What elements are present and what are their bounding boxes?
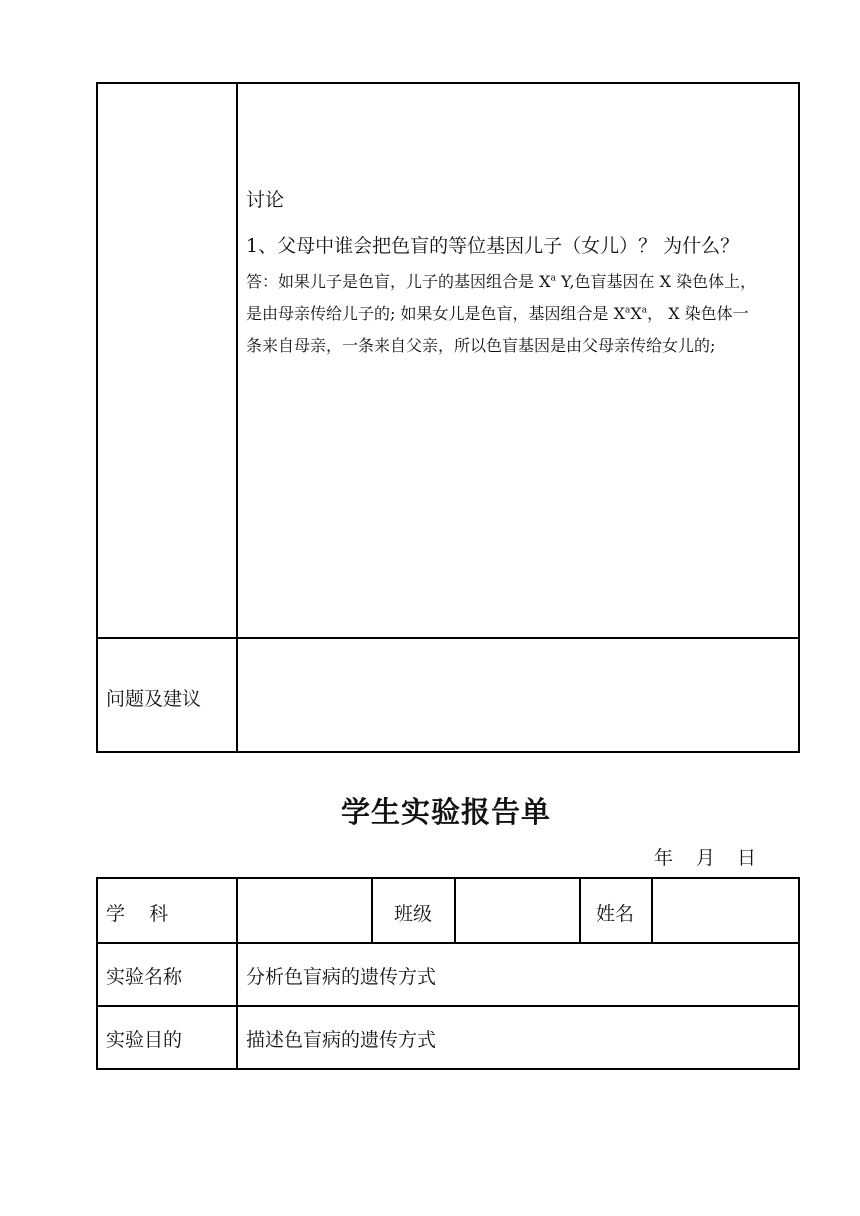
discussion-question: 1、父母中谁会把色盲的等位基因儿子（女儿）？ 为什么？ bbox=[246, 235, 740, 257]
report-table bbox=[96, 877, 800, 1070]
report-table-label-divider bbox=[236, 877, 238, 1070]
report-table-divider-class bbox=[371, 877, 373, 943]
experiment-goal-label: 实验目的 bbox=[106, 1029, 183, 1051]
discussion-answer-line-1: 答：如果儿子是色盲，儿子的基因组合是 $X^a$ Y,色盲基因在 X 染色体上， bbox=[246, 272, 757, 291]
name-label: 姓名 bbox=[596, 903, 635, 925]
report-table-divider-class-value bbox=[454, 877, 456, 943]
report-table-divider-name bbox=[579, 877, 581, 943]
discussion-table bbox=[96, 82, 800, 753]
report-title: 学生实验报告单 bbox=[341, 795, 552, 829]
experiment-name-value: 分析色盲病的遗传方式 bbox=[246, 966, 437, 988]
experiment-name-label: 实验名称 bbox=[106, 966, 183, 988]
discussion-answer-line-3: 条来自母亲，一条来自父亲，所以色盲基因是由父母亲传给女儿的; bbox=[246, 336, 716, 355]
date-month: 月 bbox=[696, 847, 716, 869]
report-table-divider-name-value bbox=[651, 877, 653, 943]
discussion-table-row-divider bbox=[96, 637, 800, 639]
date-year: 年 bbox=[654, 847, 674, 869]
report-table-row-divider-2 bbox=[96, 1005, 800, 1007]
discussion-heading: 讨论 bbox=[246, 189, 285, 211]
questions-suggestions-label: 问题及建议 bbox=[106, 688, 202, 710]
subject-label: 学 科 bbox=[106, 903, 169, 925]
class-label: 班级 bbox=[394, 903, 433, 925]
date-day: 日 bbox=[737, 847, 757, 869]
report-table-row-divider-1 bbox=[96, 942, 800, 944]
experiment-goal-value: 描述色盲病的遗传方式 bbox=[246, 1029, 437, 1051]
discussion-table-column-divider bbox=[236, 82, 238, 753]
discussion-answer-line-2: 是由母亲传给儿子的; 如果女儿是色盲，基因组合是 $X^aX^a$， X 染色体一 bbox=[246, 304, 749, 323]
